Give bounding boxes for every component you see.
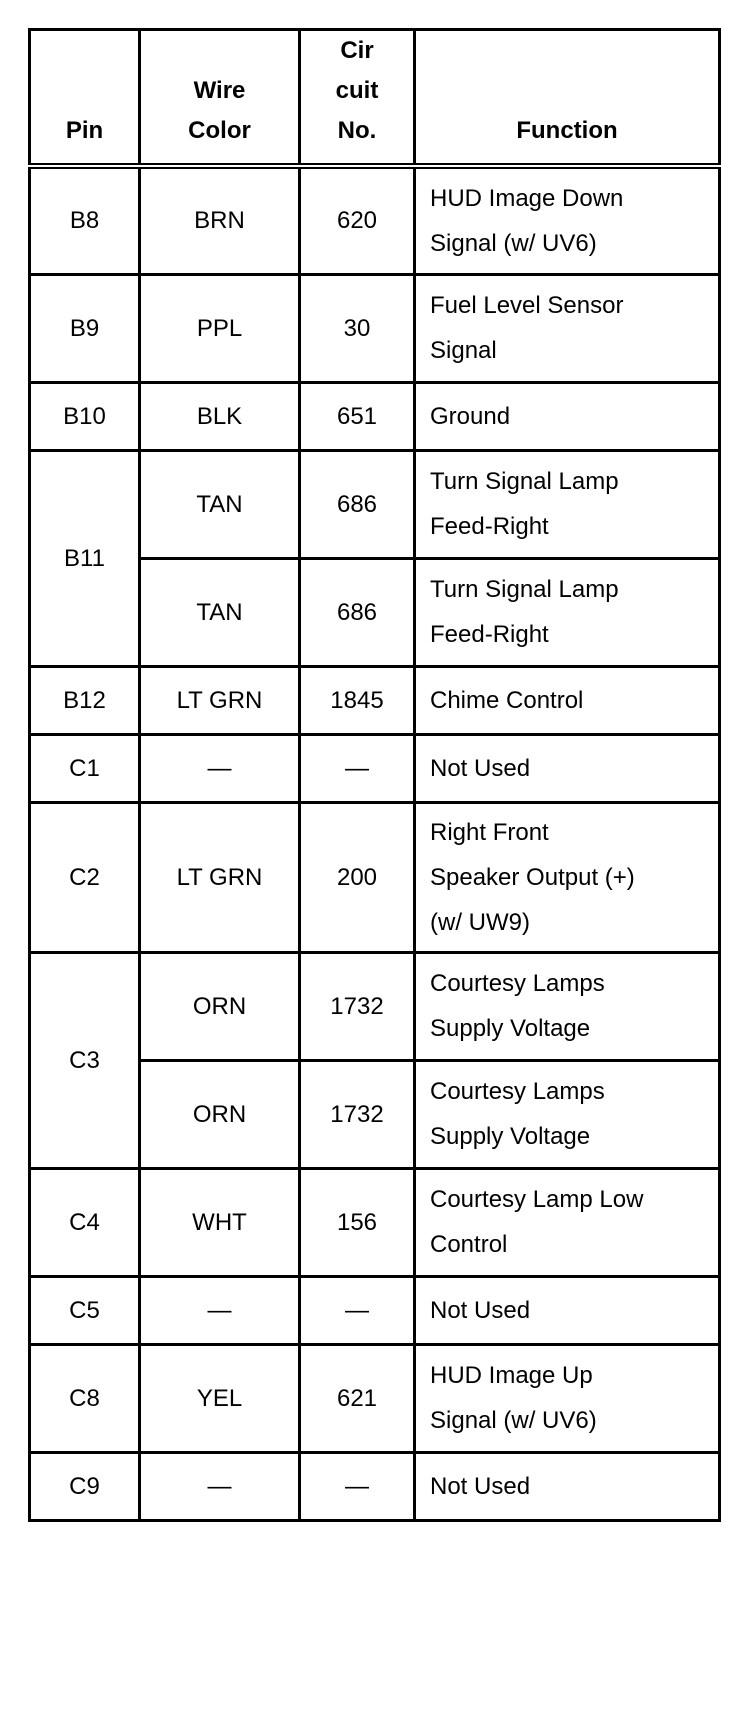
table-row [30,734,720,802]
circuit-cell: 200 [300,802,415,952]
pin-cell: C9 [30,1452,140,1520]
wire-color-cell: BLK [140,382,300,450]
circuit-cell: 620 [300,166,415,274]
function-line: Control [430,1231,508,1258]
function-line: Right Front [430,818,549,846]
wire-color-cell: WHT [140,1168,300,1276]
circuit-cell: 30 [300,274,415,382]
function-line: Turn Signal Lamp [430,576,619,603]
function-line: Turn Signal Lamp [430,468,619,495]
function-cell [415,1276,720,1344]
function-line: Speaker Output (+) [430,863,635,891]
function-line: Chime Control [430,686,584,714]
circuit-cell: — [300,734,415,802]
wire-color-cell: — [140,1276,300,1344]
circuit-cell: 156 [300,1168,415,1276]
function-cell [415,802,720,952]
table-row [30,1344,720,1452]
function-cell [415,1060,720,1168]
pin-cell: C3 [30,952,140,1168]
wire-color-cell: LT GRN [140,666,300,734]
circuit-cell: 1845 [300,666,415,734]
circuit-cell: 621 [300,1344,415,1452]
table-row [30,666,720,734]
wire-color-cell: YEL [140,1344,300,1452]
table-row [30,382,720,450]
pin-cell: C2 [30,802,140,952]
function-line: Feed-Right [430,513,549,540]
function-line: Supply Voltage [430,1123,591,1150]
function-cell [415,450,720,558]
function-line: Courtesy Lamps [430,970,605,997]
function-line: Not Used [430,1472,531,1500]
wire-color-cell: ORN [140,1060,300,1168]
pin-cell: C4 [30,1168,140,1276]
function-line: Not Used [430,1296,531,1324]
table-row [30,1452,720,1520]
pin-cell: B10 [30,382,140,450]
function-line: Fuel Level Sensor [430,292,624,319]
header-circuit-line: Cir [340,37,374,64]
function-cell [415,666,720,734]
function-line: HUD Image Down [430,184,624,212]
function-line: (w/ UW9) [430,908,530,936]
connector-pinout-table [28,28,721,1522]
table-row [30,166,720,274]
function-line: HUD Image Up [430,1362,593,1389]
wire-color-cell: LT GRN [140,802,300,952]
circuit-cell: 686 [300,558,415,666]
function-line: Not Used [430,754,531,782]
wire-color-cell: — [140,734,300,802]
pin-cell: C1 [30,734,140,802]
function-cell [415,274,720,382]
pin-cell: C5 [30,1276,140,1344]
table-row [30,274,720,382]
circuit-cell: 1732 [300,952,415,1060]
table-row [30,1168,720,1276]
pin-cell: B12 [30,666,140,734]
wire-color-cell: ORN [140,952,300,1060]
function-line: Signal (w/ UV6) [430,1407,597,1434]
circuit-cell: — [300,1276,415,1344]
function-line: Supply Voltage [430,1015,591,1042]
header-wire-color [140,30,300,167]
function-line: Signal [430,337,497,364]
function-cell [415,558,720,666]
circuit-cell: 686 [300,450,415,558]
circuit-cell: 651 [300,382,415,450]
wire-color-cell: PPL [140,274,300,382]
header-wire-color-line: Color [188,117,251,144]
function-cell [415,1452,720,1520]
wire-color-cell: TAN [140,558,300,666]
header-circuit-line: No. [337,117,377,144]
function-cell [415,1344,720,1452]
pin-cell: B8 [30,166,140,274]
function-cell [415,382,720,450]
pin-cell: C8 [30,1344,140,1452]
header-pin: Pin [30,30,140,167]
wire-color-cell: TAN [140,450,300,558]
table-row [30,952,720,1060]
function-cell [415,734,720,802]
function-cell [415,952,720,1060]
table-row [30,802,720,952]
circuit-cell: — [300,1452,415,1520]
function-line: Feed-Right [430,621,549,648]
header-wire-color-line: Wire [193,77,246,104]
header-circuit-line: cuit [335,77,379,104]
wire-color-cell: — [140,1452,300,1520]
function-line: Courtesy Lamps [430,1078,605,1105]
function-cell [415,1168,720,1276]
header-circuit-no [300,30,415,167]
function-line: Courtesy Lamp Low [430,1186,644,1213]
header-function: Function [415,30,720,167]
circuit-cell: 1732 [300,1060,415,1168]
function-line: Ground [430,402,511,430]
pin-cell: B11 [30,450,140,666]
function-cell [415,166,720,274]
function-line: Signal (w/ UV6) [430,229,597,257]
table-row [30,1276,720,1344]
header-row [30,30,720,167]
pin-cell: B9 [30,274,140,382]
table-row [30,450,720,558]
wire-color-cell: BRN [140,166,300,274]
